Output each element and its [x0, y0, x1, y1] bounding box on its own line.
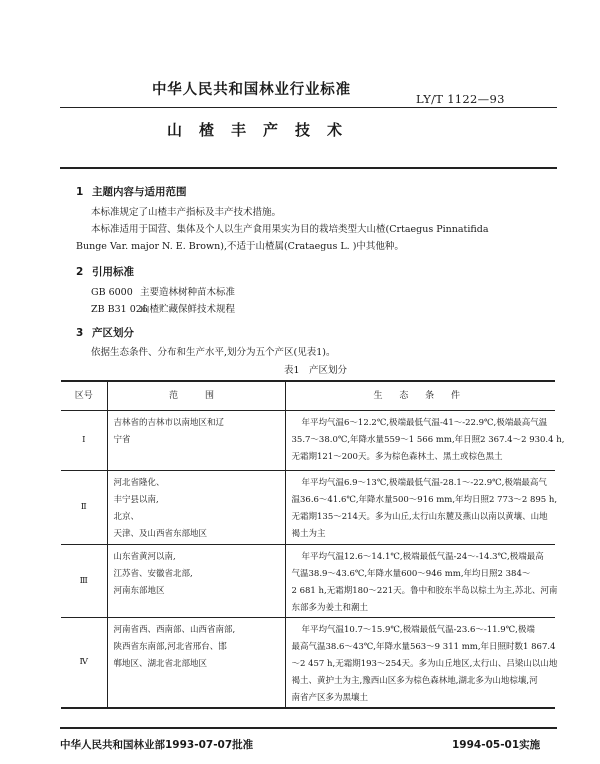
- section-title: 产区划分: [92, 327, 134, 339]
- range-line: 天津、及山西省东部地区: [113, 529, 208, 539]
- zone-ecology: [285, 471, 558, 545]
- range-line: 河南省西、西南部、山西省南部,: [113, 625, 236, 635]
- ecology-line: 褐土为主: [291, 529, 326, 539]
- zone-ecology: [285, 545, 558, 618]
- table-header-row: [61, 381, 555, 411]
- approval-statement: 中华人民共和国林业部1993-07-07批准: [60, 739, 254, 751]
- ecology-line: 最高气温38.6～43℃,年降水量563～9 311 mm,年日照时数1 867.4: [291, 642, 556, 652]
- range-line: 河北省隆化、: [113, 478, 165, 488]
- ecology-line: 年平均气温6.9～13℃,极端最低气温-28.1～-22.9℃,极端最高气: [301, 478, 547, 488]
- ecology-line: 2 681 h,无霜期180～221天。鲁中和胶东半岛以棕土为主,苏北、河南: [291, 586, 558, 596]
- section-2-heading: [76, 264, 134, 279]
- zone-range: [107, 471, 285, 545]
- ecology-line: 年平均气温10.7～15.9℃,极端最低气温-23.6～-11.9℃,极端: [301, 625, 535, 635]
- zone-table: [61, 380, 565, 709]
- zone-id: Ⅱ: [61, 471, 107, 545]
- range-line: 宁省: [113, 435, 131, 445]
- standard-code: LY/T 1122—93: [416, 92, 505, 106]
- header-range: 范 围: [107, 381, 285, 411]
- reference-code: GB 6000: [91, 287, 133, 298]
- ecology-line: ～2 457 h,无霜期193～254天。多为山丘地区,太行山、吕梁山以山地: [291, 659, 558, 669]
- zone-range: [107, 411, 285, 471]
- range-line: 郸地区、湖北省北部地区: [113, 659, 208, 669]
- section-number: 2: [76, 266, 84, 278]
- range-line: 江苏省、安徽省北部,: [113, 569, 193, 579]
- zone-id: Ⅲ: [61, 545, 107, 618]
- table-row: [61, 471, 555, 545]
- header-rule: [60, 107, 557, 108]
- ecology-line: 温36.6～41.6℃,年降水量500～916 mm,年均日照2 773～2 895 h,: [291, 495, 558, 505]
- zone-id: Ⅳ: [61, 618, 107, 709]
- zone-range: [107, 618, 285, 709]
- footer-rule: [60, 727, 557, 729]
- zone-ecology: [285, 618, 558, 709]
- range-line: 北京、: [113, 512, 140, 522]
- ecology-line: 35.7～38.0℃,年降水量559～1 566 mm,年日照2 367.4～2 930.4 h,: [291, 435, 565, 445]
- reference-code: ZB B31 026: [91, 304, 148, 315]
- paragraph-line: 本标准适用于国营、集体及个人以生产食用果实为目的栽培类型大山楂(Crtaegus Pinnatifida: [91, 224, 489, 235]
- paragraph-line: 依据生态条件、分布和生产水平,划分为五个产区(见表1)。: [91, 347, 336, 358]
- paragraph-line: Bunge Var. major N. E. Brown),不适于山楂属(Crataegus L. )中其他种。: [76, 241, 404, 252]
- ecology-line: 无霜期121～200天。多为棕色森林土、黑土或棕色黑土: [291, 452, 503, 462]
- reference-item: [91, 284, 235, 298]
- paragraph-line: 本标准规定了山楂丰产指标及丰产技术措施。: [91, 207, 282, 218]
- table-row: [61, 411, 555, 471]
- header-ecology: 生 态 条 件: [285, 381, 555, 411]
- table-caption: 表1 产区划分: [284, 365, 348, 376]
- range-line: 吉林省的吉林市以南地区和辽: [113, 418, 225, 428]
- section-title: 主题内容与适用范围: [92, 186, 187, 198]
- org-title: 中华人民共和国林业行业标准: [152, 82, 351, 98]
- zone-ecology: [285, 411, 565, 471]
- zone-id: Ⅰ: [61, 411, 107, 471]
- section-3-heading: [76, 325, 134, 340]
- section-title: 引用标准: [92, 266, 134, 278]
- ecology-line: 无霜期135～214天。多为山丘,太行山东麓及燕山以南以黄壤、山地: [291, 512, 548, 522]
- ecology-line: 年平均气温12.6～14.1℃,极端最低气温-24～-14.3℃,极端最高: [301, 552, 544, 562]
- title-rule: [60, 167, 557, 169]
- doc-title: 山楂丰产技术: [167, 121, 360, 139]
- ecology-line: 东部多为姜土和潮土: [291, 603, 369, 613]
- section-number: 3: [76, 327, 84, 339]
- section-1-heading: [76, 184, 187, 199]
- range-line: 河南东部地区: [113, 586, 165, 596]
- implementation-date: 1994-05-01实施: [452, 739, 541, 751]
- range-line: 陕西省东南部,河北省邢台、邯: [113, 642, 227, 652]
- range-line: 山东省黄河以南,: [113, 552, 176, 562]
- reference-item: [91, 301, 235, 315]
- table-row: [61, 545, 555, 618]
- ecology-line: 南省产区多为黑壤土: [291, 693, 369, 703]
- range-line: 丰宁县以南,: [113, 495, 159, 505]
- ecology-line: 褐土、黄护土为主,豫西山区多为棕色森林地,湖北多为山地棕壤,河: [291, 676, 538, 686]
- zone-range: [107, 545, 285, 618]
- section-number: 1: [76, 186, 84, 198]
- reference-title: 山楂贮藏保鲜技术规程: [140, 304, 236, 315]
- header-zone: 区号: [61, 381, 107, 411]
- reference-title: 主要造林树种苗木标准: [140, 287, 236, 298]
- ecology-line: 气温38.9～43.6℃,年降水量600～946 mm,年均日照2 384～: [291, 569, 531, 579]
- table-row: [61, 618, 555, 709]
- section-1-body: [0, 204, 600, 255]
- ecology-line: 年平均气温6～12.2℃,极端最低气温-41～-22.9℃,极端最高气温: [301, 418, 548, 428]
